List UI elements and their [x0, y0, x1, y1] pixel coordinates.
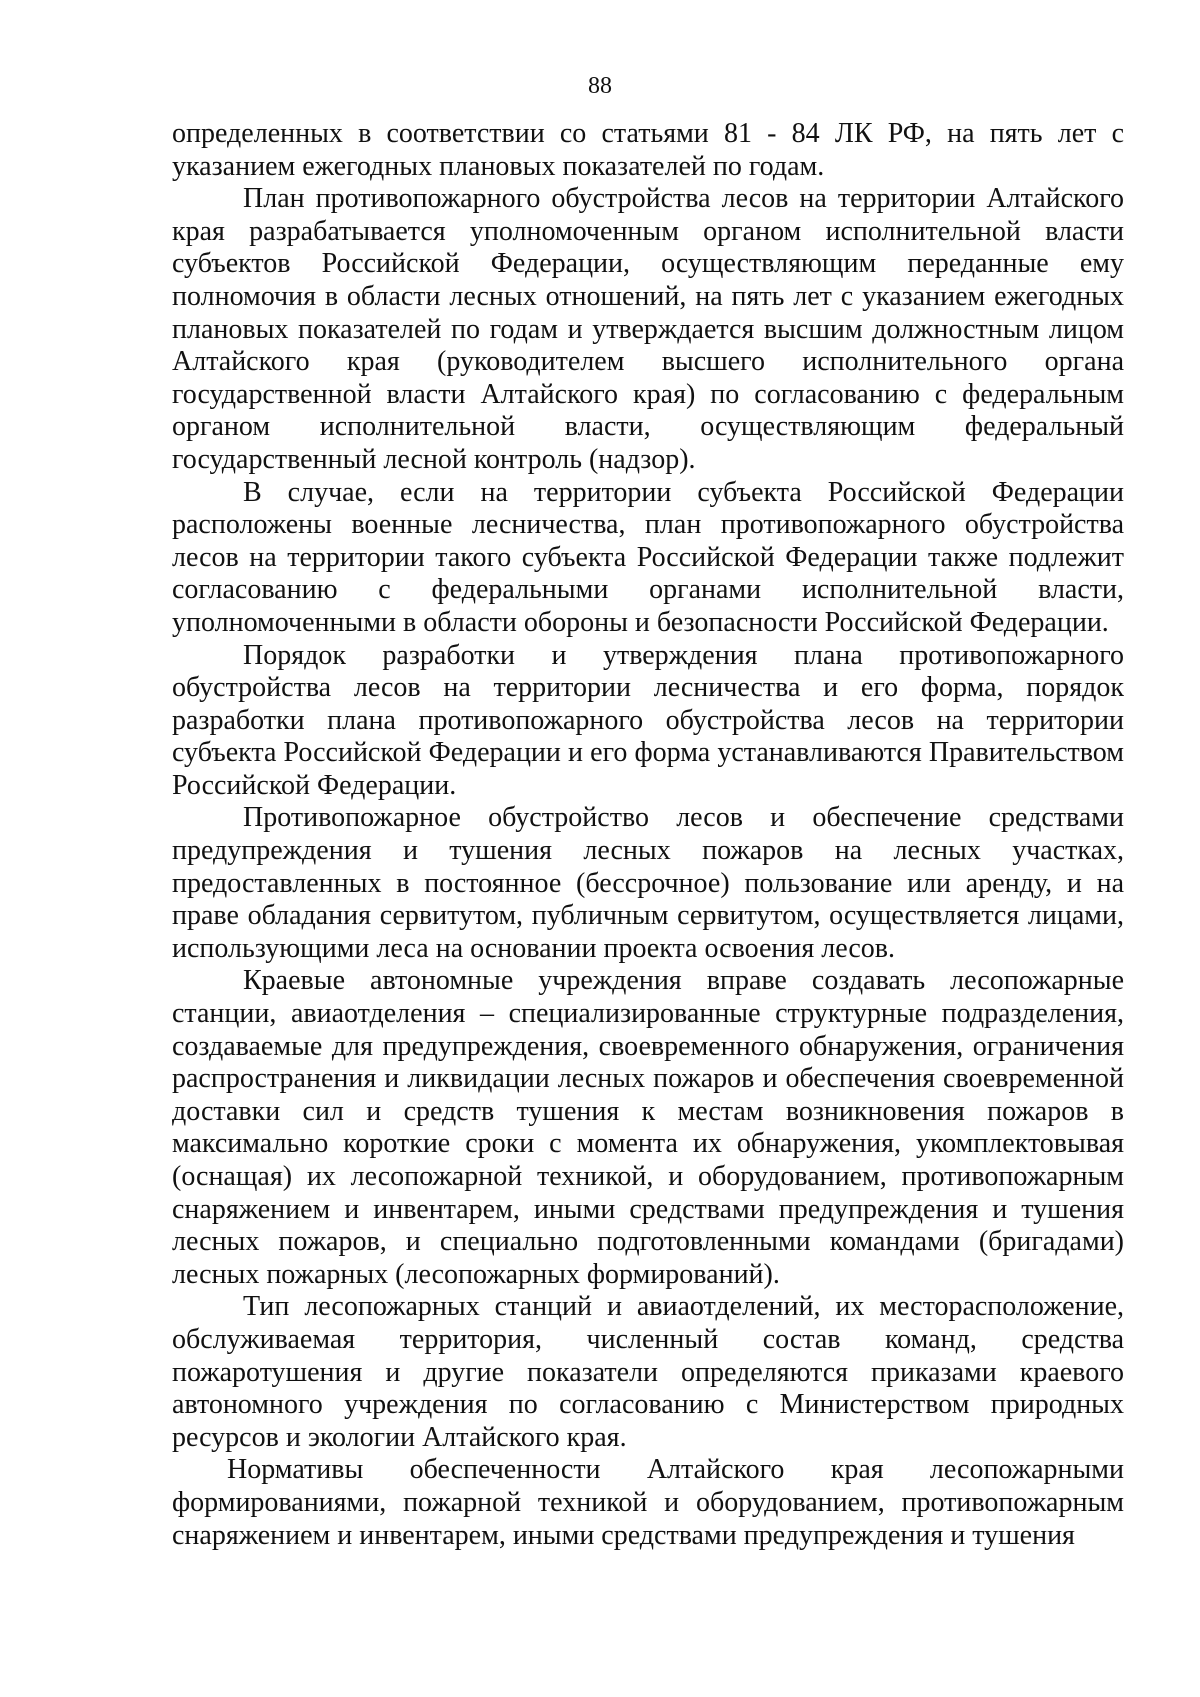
- paragraph-fire-prevention: Противопожарное обустройство лесов и обеспечение средствами предупреждения и тушения лесных пожаров на лесных участках, предоставленных в постоянное (бессрочное) пользование или аренду, и на праве обладания сервитутом, публичным сервитутом, осуществляется лицами, использующими леса на основании проекта освоения лесов.: [172, 802, 1124, 964]
- document-body: [172, 118, 1124, 1552]
- page-number: 88: [588, 73, 612, 99]
- paragraph-autonomous-institutions: Краевые автономные учреждения вправе создавать лесопожарные станции, авиаотделения – специализированные структурные подразделения, создаваемые для предупреждения, своевременного обнаружения, ограничения распространения и ликвидации лесных пожаров и обеспечения своевременной доставки сил и средств тушения к местам возникновения пожаров в максимально короткие сроки с момента их обнаружения, укомплектовывая (оснащая) их лесопожарной техникой, и оборудованием, противопожарным снаряжением и инвентарем, иными средствами предупреждения и тушения лесных пожаров, и специально подготовленными командами (бригадами) лесных пожарных (лесопожарных формирований).: [172, 965, 1124, 1290]
- paragraph-military-forestry: В случае, если на территории субъекта Российской Федерации расположены военные лесничества, план противопожарного обустройства лесов на территории такого субъекта Российской Федерации также подлежит согласованию с федеральными органами исполнительной власти, уполномоченными в области обороны и безопасности Российской Федерации.: [172, 476, 1124, 638]
- paragraph-norms: Нормативы обеспеченности Алтайского края лесопожарными формированиями, пожарной техникой и оборудованием, противопожарным снаряжением и инвентарем, иными средствами предупреждения и тушения: [172, 1454, 1124, 1551]
- paragraph-fire-plan: План противопожарного обустройства лесов на территории Алтайского края разрабатывается уполномоченным органом исполнительной власти субъектов Российской Федерации, осуществляющим переданные ему полномочия в области лесных отношений, на пять лет с указанием ежегодных плановых показателей по годам и утверждается высшим должностным лицом Алтайского края (руководителем высшего исполнительного органа государственной власти Алтайского края) по согласованию с федеральным органом исполнительной власти, осуществляющим федеральный государственный лесной контроль (надзор).: [172, 183, 1124, 475]
- paragraph-procedure: Порядок разработки и утверждения плана противопожарного обустройства лесов на территории лесничества и его форма, порядок разработки плана противопожарного обустройства лесов на территории субъекта Российской Федерации и его форма устанавливаются Правительством Российской Федерации.: [172, 639, 1124, 801]
- paragraph-station-types: Тип лесопожарных станций и авиаотделений, их месторасположение, обслуживаемая территория, численный состав команд, средства пожаротушения и другие показатели определяются приказами краевого автономного учреждения по согласованию с Министерством природных ресурсов и экологии Алтайского края.: [172, 1291, 1124, 1453]
- paragraph-continuation: определенных в соответствии со статьями 81 - 84 ЛК РФ, на пять лет с указанием ежегодных плановых показателей по годам.: [172, 118, 1124, 182]
